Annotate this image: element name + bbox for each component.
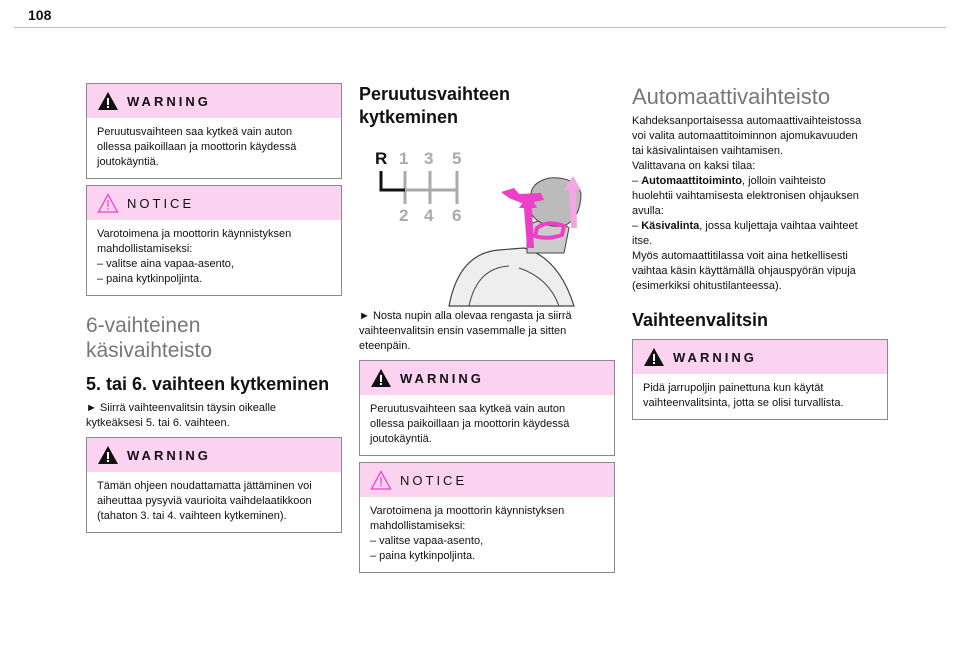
- text-line: ollessa paikoillaan ja moottorin käydessä: [370, 418, 570, 430]
- text-line: mahdollistamiseksi:: [370, 520, 466, 532]
- warning-box: [86, 83, 342, 179]
- notice-icon: [97, 193, 119, 213]
- subheading: Vaihteenvalitsin: [632, 310, 769, 330]
- gear-label: 1: [399, 149, 409, 168]
- text-line: Peruutusvaihteen saa kytkeä vain auton: [370, 403, 566, 415]
- text-line: (tahaton 3. tai 4. vaihteen kytkeminen).: [97, 510, 287, 522]
- warning-title: WARNING: [673, 349, 757, 365]
- warning-icon: [97, 91, 119, 111]
- section-heading: 6-vaihteinen käsivaihteisto: [86, 314, 213, 362]
- gear-label: 6: [452, 206, 462, 225]
- notice-box: [359, 462, 615, 573]
- warning-icon: [370, 368, 392, 388]
- text-line: joutokäyntiä.: [370, 433, 432, 445]
- text-line: – valitse vapaa-asento,: [370, 535, 484, 547]
- text-line: Varotoimena ja moottorin käynnistyksen: [97, 228, 292, 240]
- gear-label: 4: [424, 206, 434, 225]
- header-divider: [14, 27, 946, 28]
- section-heading: Automaattivaihteisto: [632, 84, 831, 109]
- warning-box: [359, 360, 615, 456]
- text-line: aiheuttaa pysyviä vaurioita vaihdelaatikkoon: [97, 495, 312, 507]
- gear-label: R: [375, 149, 388, 168]
- text-line: Tämän ohjeen noudattamatta jättäminen voi: [97, 480, 312, 492]
- warning-icon: [643, 347, 665, 367]
- text-line: joutokäyntiä.: [97, 156, 159, 168]
- notice-title: NOTICE: [127, 195, 195, 211]
- warning-title: WARNING: [127, 93, 211, 109]
- text-line: vaihteenvalitsinta, jotta se olisi turvallista.: [643, 397, 844, 409]
- gear-shift-figure: [359, 138, 609, 308]
- gear-label: 5: [452, 149, 462, 168]
- text-line: – valitse aina vapaa-asento,: [97, 258, 234, 270]
- text-line: ollessa paikoillaan ja moottorin käydessä: [97, 141, 297, 153]
- text-line: mahdollistamiseksi:: [97, 243, 193, 255]
- notice-title: NOTICE: [400, 472, 468, 488]
- warning-title: WARNING: [400, 370, 484, 386]
- notice-icon: [370, 470, 392, 490]
- text-line: Peruutusvaihteen saa kytkeä vain auton: [97, 126, 293, 138]
- text-line: Varotoimena ja moottorin käynnistyksen: [370, 505, 565, 517]
- gear-label: 3: [424, 149, 434, 168]
- warning-icon: [97, 445, 119, 465]
- text-line: – paina kytkinpoljinta.: [370, 550, 476, 562]
- paragraph: ► Nosta nupin alla olevaa rengasta ja siirrä vaihteenvalitsin ensin vasemmalle ja sitten eteenpäin.: [359, 310, 572, 352]
- warning-title: WARNING: [127, 447, 211, 463]
- page-number: 108: [28, 7, 52, 23]
- notice-box: [86, 185, 342, 296]
- warning-box: [86, 437, 342, 533]
- warning-box: [632, 339, 888, 420]
- paragraph: ► Siirrä vaihteenvalitsin täysin oikealle kytkeäksesi 5. tai 6. vaihteen.: [86, 402, 277, 429]
- text-line: Pidä jarrupoljin painettuna kun käytät: [643, 382, 824, 394]
- subheading: 5. tai 6. vaihteen kytkeminen: [86, 374, 330, 394]
- gear-label: 2: [399, 206, 409, 225]
- text-line: – paina kytkinpoljinta.: [97, 273, 203, 285]
- section-heading: Peruutusvaihteen kytkeminen: [359, 84, 511, 127]
- paragraph: Kahdeksanportaisessa automaattivaihteistossa voi valita automaattitoiminnon ajomukavuuden tai käsivalintaisen vaihtamisen. Valittavana on kaksi tilaa: – Automaattitoiminto, jolloin vaihteisto huolehtii vaihtamisesta elektronisen ohjauksen avulla: – Käsivalinta, jossa kuljettaja vaihtaa vaihteet itse. Myös automaattitilassa voit aina hetkellisesti vaihtaa käsin käyttämällä ohjauspyörän vipuja (esimerkiksi ohitustilanteessa).: [632, 115, 862, 292]
